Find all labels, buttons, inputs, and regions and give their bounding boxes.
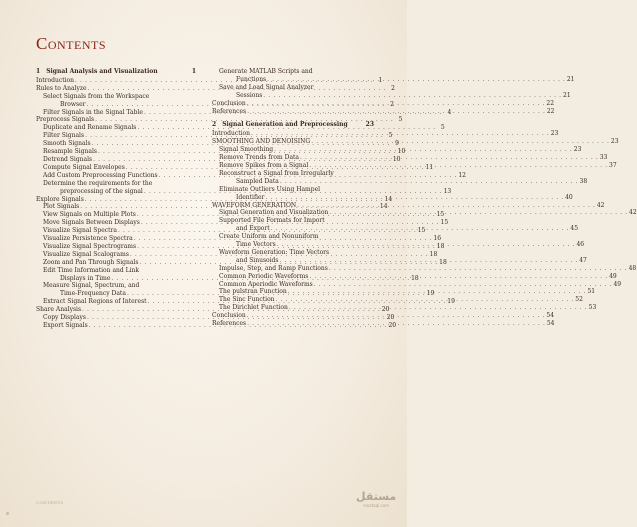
toc-entry[interactable] (212, 264, 637, 273)
leader-dots (277, 241, 575, 249)
page-number: 22 (546, 99, 555, 107)
entry-label: The Dirichlet Function (219, 304, 288, 312)
leader-dots (247, 312, 545, 320)
page-number: 5 (388, 132, 393, 140)
page-number: 18 (439, 258, 447, 266)
page-number: 12 (458, 171, 466, 179)
entry-label: Filter Signals (43, 132, 85, 140)
leader-dots (329, 209, 627, 217)
entry-label: Filter Signals in the Signal Table (43, 108, 143, 116)
page-number: 49 (613, 280, 622, 288)
page-number: 14 (384, 195, 393, 203)
entry-label: Eliminate Outliers Using Hampel (219, 185, 321, 193)
entry-label: Share Analysis (36, 306, 82, 314)
entry-label: Zoom and Pan Through Signals (43, 258, 139, 266)
entry-label: Determine the requirements for the (43, 179, 153, 187)
page-number: 10 (397, 148, 406, 156)
leader-dots (289, 304, 587, 312)
leader-dots (247, 320, 545, 328)
entry-label: Conclusion (212, 312, 246, 320)
toc-chapter[interactable] (212, 121, 374, 129)
entry-label-continued: Displays in Time (60, 274, 111, 282)
page-number: 4 (447, 108, 452, 116)
toc-entry[interactable] (212, 83, 571, 100)
page-number: 38 (579, 177, 588, 185)
chapter-number: 1 (36, 68, 41, 75)
page-number: 15 (417, 227, 426, 235)
entry-label: Detrend Signals (43, 155, 93, 163)
entry-label: Explore Signals (36, 195, 84, 203)
entry-label: Visualize Persistence Spectra (43, 235, 133, 243)
entry-label: Create Uniform and Nonuniform (219, 233, 319, 241)
leader-dots (274, 146, 572, 154)
entry-label-continued: Identifier (236, 193, 265, 201)
watermark-logo (356, 490, 396, 508)
leader-dots (300, 154, 598, 162)
entry-label: Select Signals from the Workspace (43, 92, 150, 100)
entry-label: Edit Time Information and Link (43, 266, 140, 274)
page-number: 54 (546, 312, 555, 320)
page-number: 37 (609, 161, 617, 169)
leader-dots (263, 92, 561, 100)
entry-label: Impulse, Step, and Ramp Functions (219, 264, 328, 272)
entry-label: Preprocess Signals (36, 116, 95, 124)
leader-dots (247, 108, 545, 116)
entry-label: References (212, 107, 247, 115)
entry-label: Conclusion (212, 99, 246, 107)
page-number: 18 (429, 250, 438, 258)
page-number: 22 (546, 107, 555, 115)
entry-label: SMOOTHING AND DENOISING (212, 138, 311, 146)
page-number: 20 (381, 306, 390, 314)
page-number: 11 (425, 163, 434, 171)
leader-dots (280, 178, 578, 186)
corner-dot (6, 512, 9, 515)
page-number: 51 (587, 288, 596, 296)
leader-dots (271, 225, 569, 233)
leader-dots (329, 265, 627, 273)
page-number: 2 (391, 84, 395, 92)
toc-entry[interactable] (212, 138, 619, 146)
leader-dots (265, 194, 563, 202)
entry-label: Remove Spikes from a Signal (219, 161, 309, 169)
toc-entry[interactable] (212, 107, 555, 116)
entry-label: Introduction (36, 76, 74, 84)
entry-label-continued: and Export (236, 225, 270, 233)
page-number: 48 (628, 264, 637, 272)
entry-label: Compute Signal Envelopes (43, 163, 125, 171)
entry-label-continued: Functions (236, 75, 267, 83)
entry-label: Duplicate and Rename Signals (43, 124, 137, 132)
entry-label: Visualize Signal Spectra (43, 227, 117, 235)
toc-entry[interactable] (212, 99, 555, 108)
toc-chapter[interactable] (36, 68, 196, 76)
entry-label: Move Signals Between Displays (43, 219, 140, 227)
page-number: 15 (440, 219, 449, 227)
entry-label-continued: Time Vectors (236, 241, 276, 249)
entry-label: View Signals on Multiple Plots (43, 211, 136, 219)
entry-label: Copy Displays (43, 314, 86, 322)
page-number: 40 (565, 193, 573, 201)
chapter-title: Signal Generation and Preprocessing (222, 121, 348, 129)
page-number: 13 (443, 187, 452, 195)
page-number: 23 (365, 121, 374, 129)
toc-entry[interactable] (36, 116, 403, 124)
page-number: 54 (546, 320, 555, 328)
entry-label: Visualize Signal Spectrograms (43, 242, 137, 250)
entry-label: Generate MATLAB Scripts and (219, 68, 313, 75)
page-number: 53 (588, 304, 597, 312)
page-number: 18 (436, 242, 445, 250)
entry-label: Visualize Signal Scalograms (43, 250, 129, 258)
page-number: 14 (379, 203, 388, 211)
entry-label-continued: Time-Frequency Data (60, 290, 126, 298)
page-number: 21 (566, 75, 575, 83)
entry-label: Measure Signal, Spectrum, and (43, 282, 140, 290)
page-number: 9 (395, 140, 399, 148)
page-number: 47 (579, 256, 587, 264)
entry-label-continued: Sampled Data (236, 177, 279, 185)
chapter-number: 2 (212, 121, 217, 129)
entry-label: Save and Load Signal Analyzer (219, 83, 314, 91)
entry-label: The pulstran Function (219, 288, 287, 296)
leader-dots (251, 130, 549, 138)
page-number: 18 (411, 274, 419, 282)
leader-dots (279, 257, 577, 265)
page-number: 45 (570, 225, 579, 233)
page-number: 49 (609, 272, 617, 280)
page-number: 42 (596, 201, 605, 209)
entry-label: References (212, 320, 247, 328)
leader-dots (314, 281, 612, 289)
entry-label: Smooth Signals (43, 140, 91, 148)
leader-dots (309, 273, 607, 281)
leader-dots (267, 76, 565, 84)
entry-label-continued: Browser (60, 100, 86, 108)
page-number: 10 (392, 155, 401, 163)
entry-label: Signal Smoothing (219, 146, 274, 154)
page-number: 46 (576, 241, 585, 249)
page-number: 5 (440, 124, 445, 132)
page-number: 5 (398, 116, 403, 124)
entry-label: Extract Signal Regions of Interest (43, 298, 147, 306)
chapter-title: Signal Analysis and Visualization (46, 68, 158, 75)
page-number: 16 (433, 235, 442, 243)
logo-subtext: mostaql.com (363, 503, 390, 508)
entry-label: Common Aperiodic Waveforms (219, 280, 313, 288)
entry-label: Export Signals (43, 322, 88, 329)
leader-dots (311, 138, 609, 146)
entry-label: Introduction (212, 130, 250, 138)
toc-entry[interactable] (212, 280, 622, 289)
page-number: 23 (550, 130, 559, 138)
page-number: 1 (378, 76, 383, 84)
leader-dots (247, 100, 545, 108)
entry-label: Add Custom Preprocessing Functions (43, 171, 158, 179)
page-number: 1 (191, 68, 196, 75)
page-number: 21 (563, 91, 571, 99)
leader-dots (288, 288, 586, 296)
leader-dots (276, 296, 574, 304)
page-number: 15 (436, 211, 445, 219)
running-head: CONTENTS (36, 500, 64, 505)
page-number: 23 (573, 146, 582, 154)
page-title: Contents (36, 34, 107, 53)
entry-label: Reconstruct a Signal from Irregularly (219, 169, 334, 177)
page-number: 33 (599, 154, 608, 162)
page-number: 2 (390, 100, 394, 108)
toc-entry[interactable] (212, 130, 559, 138)
entry-label: Remove Trends from Data (219, 154, 300, 162)
entry-label: Signal Generation and Visualization (219, 209, 329, 217)
entry-label: Rules to Analyze (36, 84, 87, 92)
entry-label: Supported File Formats for Import (219, 217, 325, 225)
leader-dots (309, 162, 607, 170)
entry-label: Waveform Generation: Time Vectors (219, 248, 330, 256)
entry-label: The Sinc Function (219, 296, 275, 304)
page-number: 20 (386, 314, 395, 322)
entry-label: Resample Signals (43, 148, 97, 156)
entry-label-continued: Sessions (236, 91, 263, 99)
page-number: 19 (426, 290, 435, 298)
toc-entry[interactable] (212, 68, 575, 84)
page-number: 23 (610, 138, 619, 146)
entry-label: Plot Signals (43, 203, 80, 211)
page-number: 19 (447, 298, 455, 306)
entry-label: Common Periodic Waveforms (219, 272, 309, 280)
entry-label: WAVEFORM GENERATION (212, 201, 297, 209)
entry-label-continued: preprocessing of the signal (60, 187, 143, 195)
page-number: 42 (629, 209, 637, 217)
logo-text: مستقل (356, 490, 397, 503)
entry-label-continued: and Sinusoids (236, 256, 279, 264)
page-number: 20 (388, 322, 397, 329)
page-number: 52 (575, 296, 583, 304)
leader-dots (297, 202, 595, 210)
